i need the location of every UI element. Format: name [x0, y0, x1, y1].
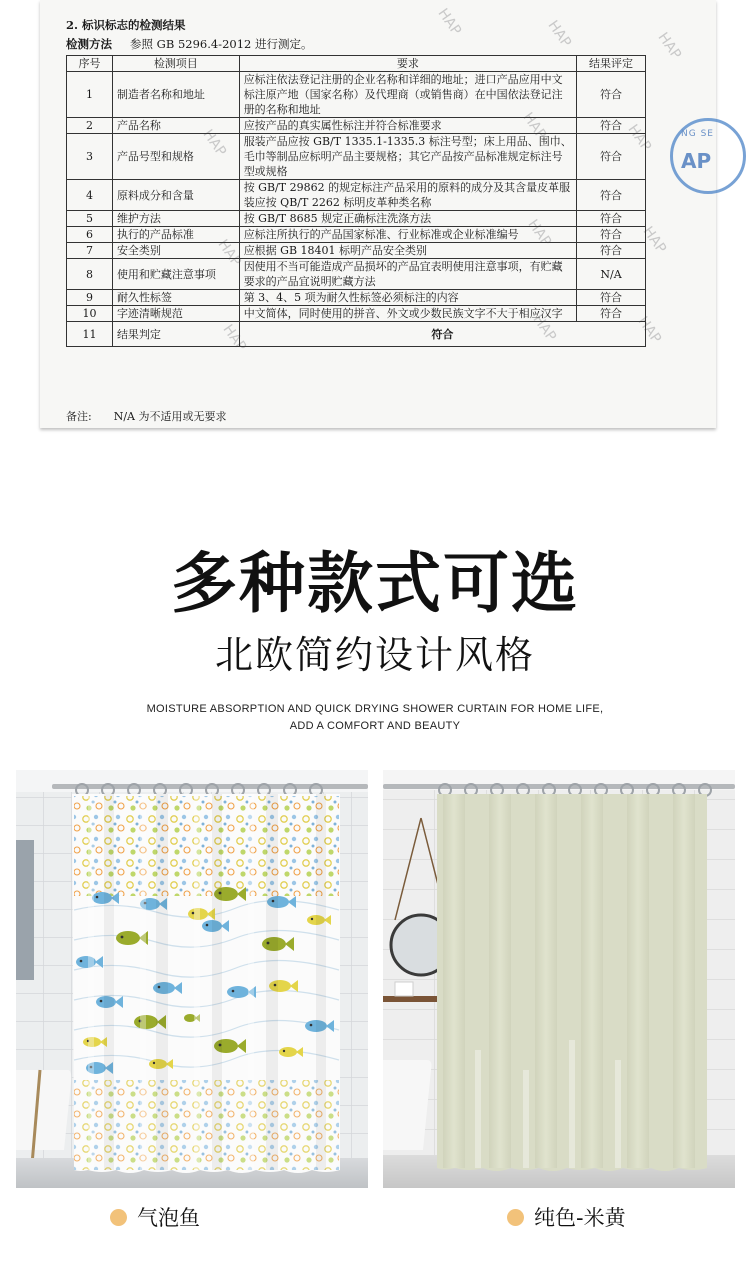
table-row — [67, 227, 646, 243]
row-no: 1 — [67, 72, 113, 118]
row-requirement: 应按产品的真实属性标注并符合标准要求 — [239, 118, 576, 134]
row-no: 7 — [67, 243, 113, 259]
header-requirement: 要求 — [239, 56, 576, 72]
row-result: N/A — [577, 259, 646, 290]
row-result: 符合 — [577, 243, 646, 259]
row-requirement: 中文简体，同时使用的拼音、外文或少数民族文字不大于相应汉字 — [239, 306, 576, 322]
table-row — [67, 211, 646, 227]
headline: 多种款式可选 — [171, 545, 579, 622]
test-method — [66, 36, 313, 52]
row-requirement: 第 3、4、5 项为耐久性标签必须标注的内容 — [239, 290, 576, 306]
product-photo-bubble-fish[interactable] — [16, 770, 368, 1188]
product-label-text: 纯色-米黄 — [534, 1206, 626, 1230]
row-no: 3 — [67, 134, 113, 180]
header-item: 检测项目 — [112, 56, 239, 72]
table-row — [67, 243, 646, 259]
row-item: 耐久性标签 — [112, 290, 239, 306]
row-requirement: 应标注依法登记注册的企业名称和详细的地址；进口产品应用中文标注原产地（国家名称）及代理商（或销售商）在中国依法登记注册的名称和地址 — [239, 72, 576, 118]
bullet-dot-icon — [507, 1209, 524, 1226]
row-item: 原料成分和含量 — [112, 180, 239, 211]
row-item: 产品号型和规格 — [112, 134, 239, 180]
row-result: 符合 — [577, 72, 646, 118]
row-item: 制造者名称和地址 — [112, 72, 239, 118]
watermark: HAP — [214, 236, 245, 270]
row-no: 6 — [67, 227, 113, 243]
report-note — [66, 408, 227, 424]
row-requirement: 因使用不当可能造成产品损坏的产品宜表明使用注意事项，有贮藏要求的产品宜说明贮藏方法 — [239, 259, 576, 290]
product-label-solid-beige — [507, 1202, 626, 1232]
solid-beige-curtain-illustration — [383, 770, 735, 1188]
method-text: 参照 GB 5296.4-2012 进行测定。 — [130, 37, 313, 51]
product-label-text: 气泡鱼 — [137, 1206, 200, 1230]
final-conclusion: 符合 — [239, 322, 645, 347]
watermark: HAP — [639, 223, 670, 257]
bubble-fish-curtain-illustration — [16, 770, 368, 1188]
row-item: 安全类别 — [112, 243, 239, 259]
watermark: HAP — [519, 109, 550, 143]
row-no: 8 — [67, 259, 113, 290]
product-label-bubble-fish — [110, 1202, 200, 1232]
test-report-scan — [40, 0, 716, 428]
table-row — [67, 259, 646, 290]
table-row — [67, 134, 646, 180]
row-result: 符合 — [577, 227, 646, 243]
row-item: 结果判定 — [112, 322, 239, 347]
row-requirement: 应标注所执行的产品国家标准、行业标准或企业标准编号 — [239, 227, 576, 243]
watermark: HAP — [624, 121, 655, 155]
row-requirement: 服装产品应按 GB/T 1335.1-1335.3 标注号型；床上用品、围巾、毛巾等制品应标明产品主要规格；其它产品按产品标准规定标注号型或规格 — [239, 134, 576, 180]
row-item: 字迹清晰规范 — [112, 306, 239, 322]
watermark: HAP — [634, 313, 665, 347]
row-no: 11 — [67, 322, 113, 347]
stamp-text-main: AP — [681, 149, 712, 173]
row-result: 符合 — [577, 211, 646, 227]
row-no: 2 — [67, 118, 113, 134]
english-line-1: MOISTURE ABSORPTION AND QUICK DRYING SHOWER CURTAIN FOR HOME LIFE, — [146, 703, 604, 715]
table-row — [67, 306, 646, 322]
stamp-text-top: NG SE — [681, 129, 714, 139]
row-requirement: 按 GB/T 29862 的规定标注产品采用的原料的成分及其含量皮革服装应按 QB/T 2262 标明皮革种类名称 — [239, 180, 576, 211]
row-no: 9 — [67, 290, 113, 306]
lab-stamp — [670, 118, 746, 194]
table-row-final — [67, 322, 646, 347]
row-item: 维护方法 — [112, 211, 239, 227]
table-row — [67, 72, 646, 118]
row-requirement: 应根据 GB 18401 标明产品安全类别 — [239, 243, 576, 259]
header-no: 序号 — [67, 56, 113, 72]
row-result: 符合 — [577, 118, 646, 134]
row-result: 符合 — [577, 290, 646, 306]
row-result: 符合 — [577, 180, 646, 211]
table-row — [67, 290, 646, 306]
note-text: N/A 为不适用或无要求 — [113, 410, 227, 423]
row-item: 使用和贮藏注意事项 — [112, 259, 239, 290]
english-tagline — [0, 701, 750, 735]
row-requirement: 按 GB/T 8685 规定正确标注洗涤方法 — [239, 211, 576, 227]
row-no: 10 — [67, 306, 113, 322]
row-no: 5 — [67, 211, 113, 227]
watermark: HAP — [199, 126, 230, 160]
results-table — [66, 55, 646, 347]
header-result: 结果评定 — [577, 56, 646, 72]
section-title: 2. 标识标志的检测结果 — [66, 18, 186, 32]
watermark: HAP — [219, 321, 250, 355]
method-label: 检测方法 — [66, 37, 112, 51]
row-no: 4 — [67, 180, 113, 211]
bullet-dot-icon — [110, 1209, 127, 1226]
table-header-row — [67, 56, 646, 72]
row-result: 符合 — [577, 306, 646, 322]
watermark: HAP — [529, 311, 560, 345]
row-item: 执行的产品标准 — [112, 227, 239, 243]
note-label: 备注: — [66, 410, 92, 423]
row-result: 符合 — [577, 134, 646, 180]
english-line-2: ADD A COMFORT AND BEAUTY — [289, 720, 461, 732]
subheadline: 北欧简约设计风格 — [214, 633, 535, 677]
watermark: HAP — [434, 5, 465, 39]
watermark: HAP — [654, 29, 685, 63]
table-row — [67, 180, 646, 211]
product-photo-solid-beige[interactable] — [383, 770, 735, 1188]
watermark: HAP — [524, 216, 555, 250]
table-row — [67, 118, 646, 134]
row-item: 产品名称 — [112, 118, 239, 134]
watermark: HAP — [544, 17, 575, 51]
